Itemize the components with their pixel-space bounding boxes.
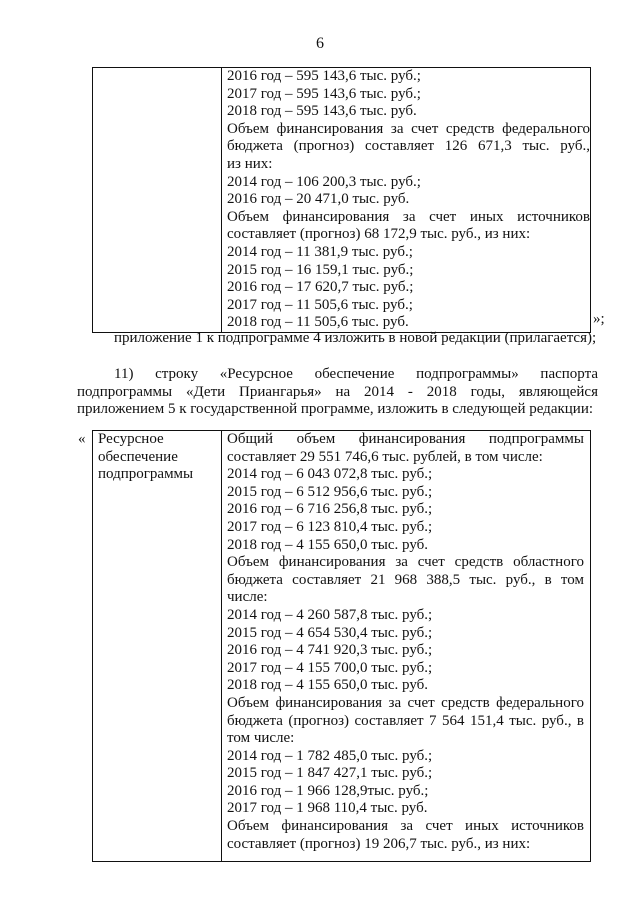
financing-line: из них: bbox=[227, 155, 273, 172]
financing-line: Объем финансирования за счет средств федерального bbox=[227, 694, 584, 711]
financing-line: составляет 29 551 746,6 тыс. рублей, в том числе: bbox=[227, 448, 543, 465]
resource-table bbox=[92, 430, 591, 862]
financing-line: 2017 год – 595 143,6 тыс. руб.; bbox=[227, 85, 421, 102]
financing-line: 2016 год – 17 620,7 тыс. руб.; bbox=[227, 279, 414, 296]
financing-line: 2016 год – 20 471,0 тыс. руб. bbox=[227, 191, 410, 208]
resource-table-continued bbox=[92, 67, 591, 333]
closing-quote-mark: »; bbox=[593, 311, 605, 327]
financing-line: 2017 год – 1 968 110,4 тыс. руб. bbox=[227, 800, 428, 817]
financing-line: 2017 год – 11 505,6 тыс. руб.; bbox=[227, 296, 413, 313]
financing-line: 2018 год – 595 143,6 тыс. руб. bbox=[227, 103, 417, 120]
financing-line: 2017 год – 4 155 700,0 тыс. руб.; bbox=[227, 659, 433, 676]
row-label-cell bbox=[93, 431, 222, 862]
opening-quote-mark: « bbox=[78, 431, 86, 447]
financing-line: Общий объем финансирования подпрограммы bbox=[227, 431, 584, 447]
financing-line: Объем финансирования за счет средств федерального bbox=[227, 120, 590, 137]
financing-lines bbox=[227, 68, 590, 332]
financing-line: 2015 год – 16 159,1 тыс. руб.; bbox=[227, 261, 414, 278]
financing-line: 2016 год – 4 741 920,3 тыс. руб.; bbox=[227, 642, 433, 659]
financing-lines bbox=[227, 431, 584, 853]
financing-line: числе: bbox=[227, 589, 268, 606]
financing-line: 2018 год – 11 505,6 тыс. руб. bbox=[227, 314, 409, 331]
financing-line: 2016 год – 6 716 256,8 тыс. руб.; bbox=[227, 501, 433, 518]
financing-line: 2014 год – 1 782 485,0 тыс. руб.; bbox=[227, 747, 433, 764]
financing-line: 2018 год – 4 155 650,0 тыс. руб. bbox=[227, 536, 429, 553]
financing-line: 2014 год – 106 200,3 тыс. руб.; bbox=[227, 173, 421, 190]
financing-line: 2014 год – 4 260 587,8 тыс. руб.; bbox=[227, 606, 433, 623]
table-label-cell-empty bbox=[93, 68, 222, 333]
financing-line: бюджета (прогноз) составляет 7 564 151,4 тыс. руб., в bbox=[227, 712, 584, 729]
financing-line: бюджета составляет 21 968 388,5 тыс. руб., в том bbox=[227, 571, 584, 588]
row-label-line: Ресурсное bbox=[98, 431, 164, 447]
table-value-cell bbox=[222, 431, 591, 862]
financing-line: 2017 год – 6 123 810,4 тыс. руб.; bbox=[227, 518, 433, 535]
paragraph-item-11: 11) строку «Ресурсное обеспечение подпрограммы» паспорта подпрограммы «Дети Приангарья» на 2014 - 2018 годы, являющейся приложением 5 к государственной программе, изложить в следующей редакции: bbox=[77, 366, 598, 418]
financing-line: том числе: bbox=[227, 730, 295, 747]
financing-line: Объем финансирования за счет иных источников bbox=[227, 818, 584, 835]
financing-line: 2016 год – 595 143,6 тыс. руб.; bbox=[227, 68, 421, 84]
financing-line: составляет (прогноз) 19 206,7 тыс. руб., из них: bbox=[227, 835, 531, 852]
financing-line: составляет (прогноз) 68 172,9 тыс. руб., из них: bbox=[227, 226, 531, 243]
financing-line: 2015 год – 6 512 956,6 тыс. руб.; bbox=[227, 483, 433, 500]
page-number: 6 bbox=[316, 35, 324, 52]
financing-line: 2014 год – 11 381,9 тыс. руб.; bbox=[227, 243, 413, 260]
financing-line: 2015 год – 1 847 427,1 тыс. руб.; bbox=[227, 765, 433, 782]
financing-line: 2016 год – 1 966 128,9тыс. руб.; bbox=[227, 782, 429, 799]
paragraph-appendix: приложение 1 к подпрограмме 4 изложить в новой редакции (прилагается); bbox=[114, 330, 597, 346]
financing-line: 2014 год – 6 043 072,8 тыс. руб.; bbox=[227, 466, 433, 483]
financing-line: Объем финансирования за счет средств областного bbox=[227, 554, 584, 571]
table-value-cell bbox=[222, 68, 591, 333]
financing-line: 2015 год – 4 654 530,4 тыс. руб.; bbox=[227, 624, 433, 641]
financing-line: Объем финансирования за счет иных источников bbox=[227, 208, 590, 225]
row-label-line: подпрограммы bbox=[98, 466, 194, 483]
row-label-line: обеспечение bbox=[98, 448, 178, 465]
financing-line: 2018 год – 4 155 650,0 тыс. руб. bbox=[227, 677, 429, 694]
financing-line: бюджета (прогноз) составляет 126 671,3 тыс. руб., bbox=[227, 138, 590, 155]
